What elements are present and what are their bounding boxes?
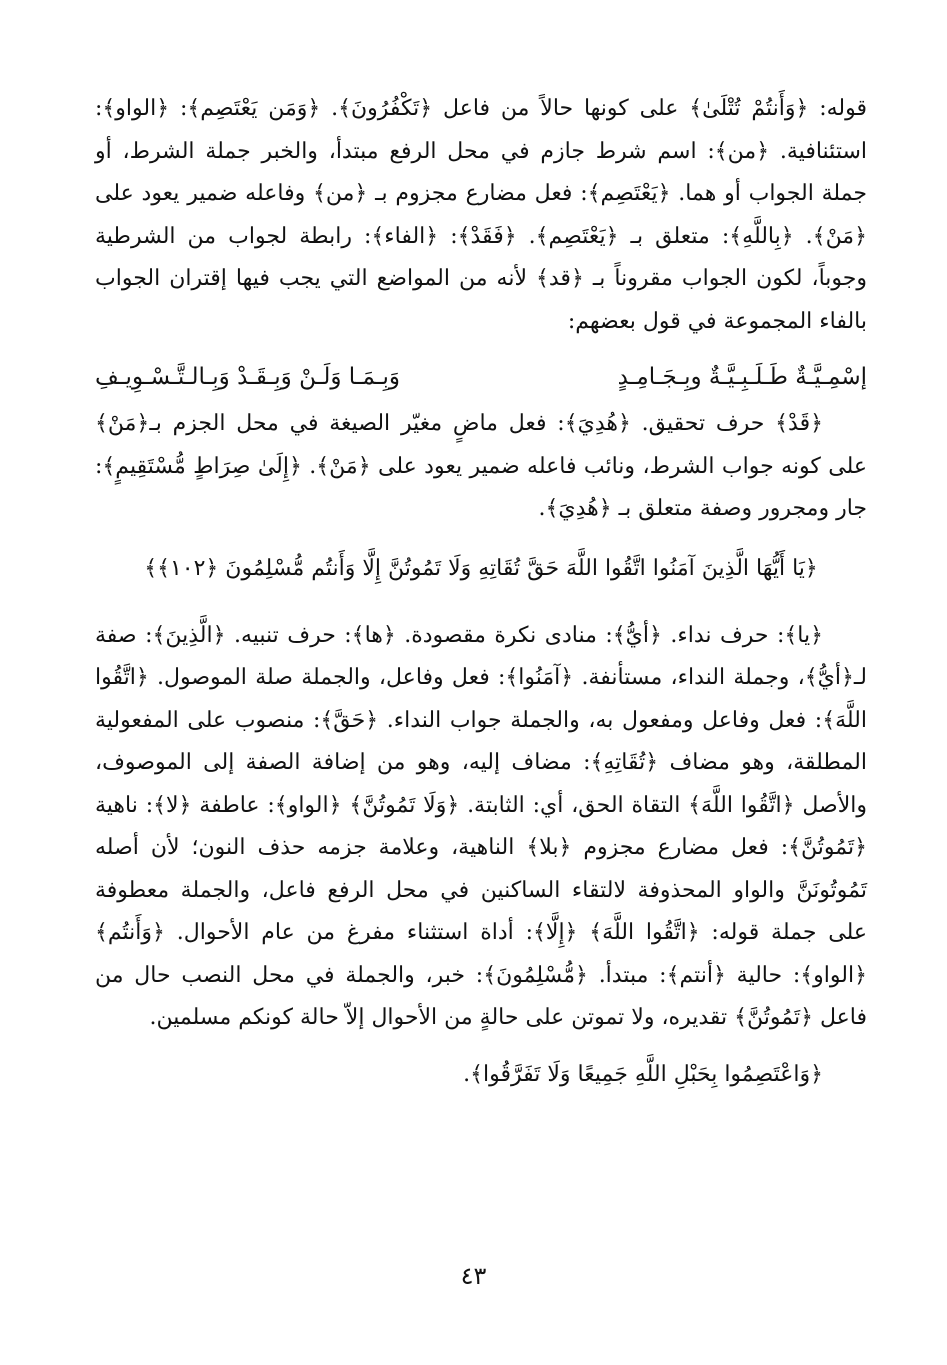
poetry-couplet xyxy=(95,357,867,397)
quran-verse: ﴿يَا أَيُّهَا الَّذِينَ آمَنُوا اتَّقُوا اللَّهَ حَقَّ تُقَاتِهِ وَلَا تَمُوتُنَّ إِلَّا وَأَنتُم مُّسْلِمُونَ ﴿١٠٢﴾﴾ xyxy=(144,555,818,581)
page-number: ٤٣ xyxy=(460,1262,487,1290)
poem-second-hemistich: وَبِـمَـا وَلَـنْ وَبِـقَـدْ وَبِـالـتَّـسْـوِيـفِ xyxy=(95,364,401,390)
quran-verse-2: ﴿وَاعْتَصِمُوا بِحَبْلِ اللَّهِ جَمِيعًا وَلَا تَفَرَّقُوا﴾. xyxy=(463,1061,823,1087)
commentary-paragraph: قوله: ﴿وَأَنتُمْ تُتْلَىٰ﴾ على كونها حالاً من فاعل ﴿تَكْفُرُونَ﴾. ﴿وَمَن يَعْتَصِم﴾: ﴿الواو﴾: استئنافية. ﴿من﴾: اسم شرط جازم في محل الرفع مبتدأ، والخبر جملة الشرط، أو جملة الجواب أو هما. ﴿يَعْتَصِم﴾: فعل مضارع مجزوم بـ ﴿من﴾ وفاعله ضمير يعود على ﴿مَنْ﴾. ﴿بِاللَّهِ﴾: متعلق بـ ﴿يَعْتَصِم﴾. ﴿فَقَدْ﴾: ﴿الفاء﴾: رابطة لجواب من الشرطية وجوباً، لكون الجواب مقروناً بـ ﴿قد﴾ لأنه من المواضع التي يجب فيها إقتران الجواب بالفاء المجموعة في قول بعضهم: xyxy=(95,96,868,334)
commentary-paragraph-2: ﴿قَدْ﴾ حرف تحقيق. ﴿هُدِيَ﴾: فعل ماضٍ مغيّر الصيغة في محل الجزم بـ﴿مَنْ﴾ على كونه جواب الشرط، ونائب فاعله ضمير يعود على ﴿مَنْ﴾. ﴿إِلَىٰ صِرَاطٍ مُّسْتَقِيمٍ﴾: جار ومجرور وصفة متعلق بـ ﴿هُدِيَ﴾. xyxy=(95,411,867,521)
commentary-paragraph-3: ﴿يا﴾: حرف نداء. ﴿أيُّ﴾: منادى نكرة مقصودة. ﴿ها﴾: حرف تنبيه. ﴿الَّذِينَ﴾: صفة لـ﴿أيُّ﴾، وجملة النداء، مستأنفة. ﴿آمَنُوا﴾: فعل وفاعل، والجملة صلة الموصول. ﴿اتَّقُوا اللَّهَ﴾: فعل وفاعل ومفعول به، والجملة جواب النداء. ﴿حَقَّ﴾: منصوب على المفعولية المطلقة، وهو مضاف ﴿تُقَاتِهِ﴾: مضاف إليه، وهو من إضافة الصفة إلى الموصوف، والأصل ﴿اتَّقُوا اللَّهَ﴾ التقاة الحق، أي: الثابتة. ﴿وَلَا تَمُوتُنَّ﴾ ﴿الواو﴾: عاطفة ﴿لا﴾: ناهية ﴿تَمُوتُنَّ﴾: فعل مضارع مجزوم ﴿بلا﴾ الناهية، وعلامة جزمه حذف النون؛ لأن أصله تَمُوتُونَنَّ والواو المحذوفة لالتقاء الساكنين في محل الرفع فاعل، والجملة معطوفة على جملة قوله: ﴿اتَّقُوا اللَّهَ﴾ ﴿إِلَّا﴾: أداة استثناء مفرغ من عام الأحوال. ﴿وَأَنتُم﴾ ﴿الواو﴾: حالية ﴿أنتم﴾: مبتدأ. ﴿مُّسْلِمُونَ﴾: خبر، والجملة في محل النصب حال من فاعل ﴿تَمُوتُنَّ﴾ تقديره، ولا تموتن على حالةٍ من الأحوال إلاّ حالة كونكم مسلمين. xyxy=(95,622,867,1030)
page-body xyxy=(95,88,867,1096)
poem-first-hemistich: إسْمِـيَّـةٌ طَـلَـبِـيَّـةٌ وبِـجَـامِـدٍ xyxy=(617,364,867,390)
